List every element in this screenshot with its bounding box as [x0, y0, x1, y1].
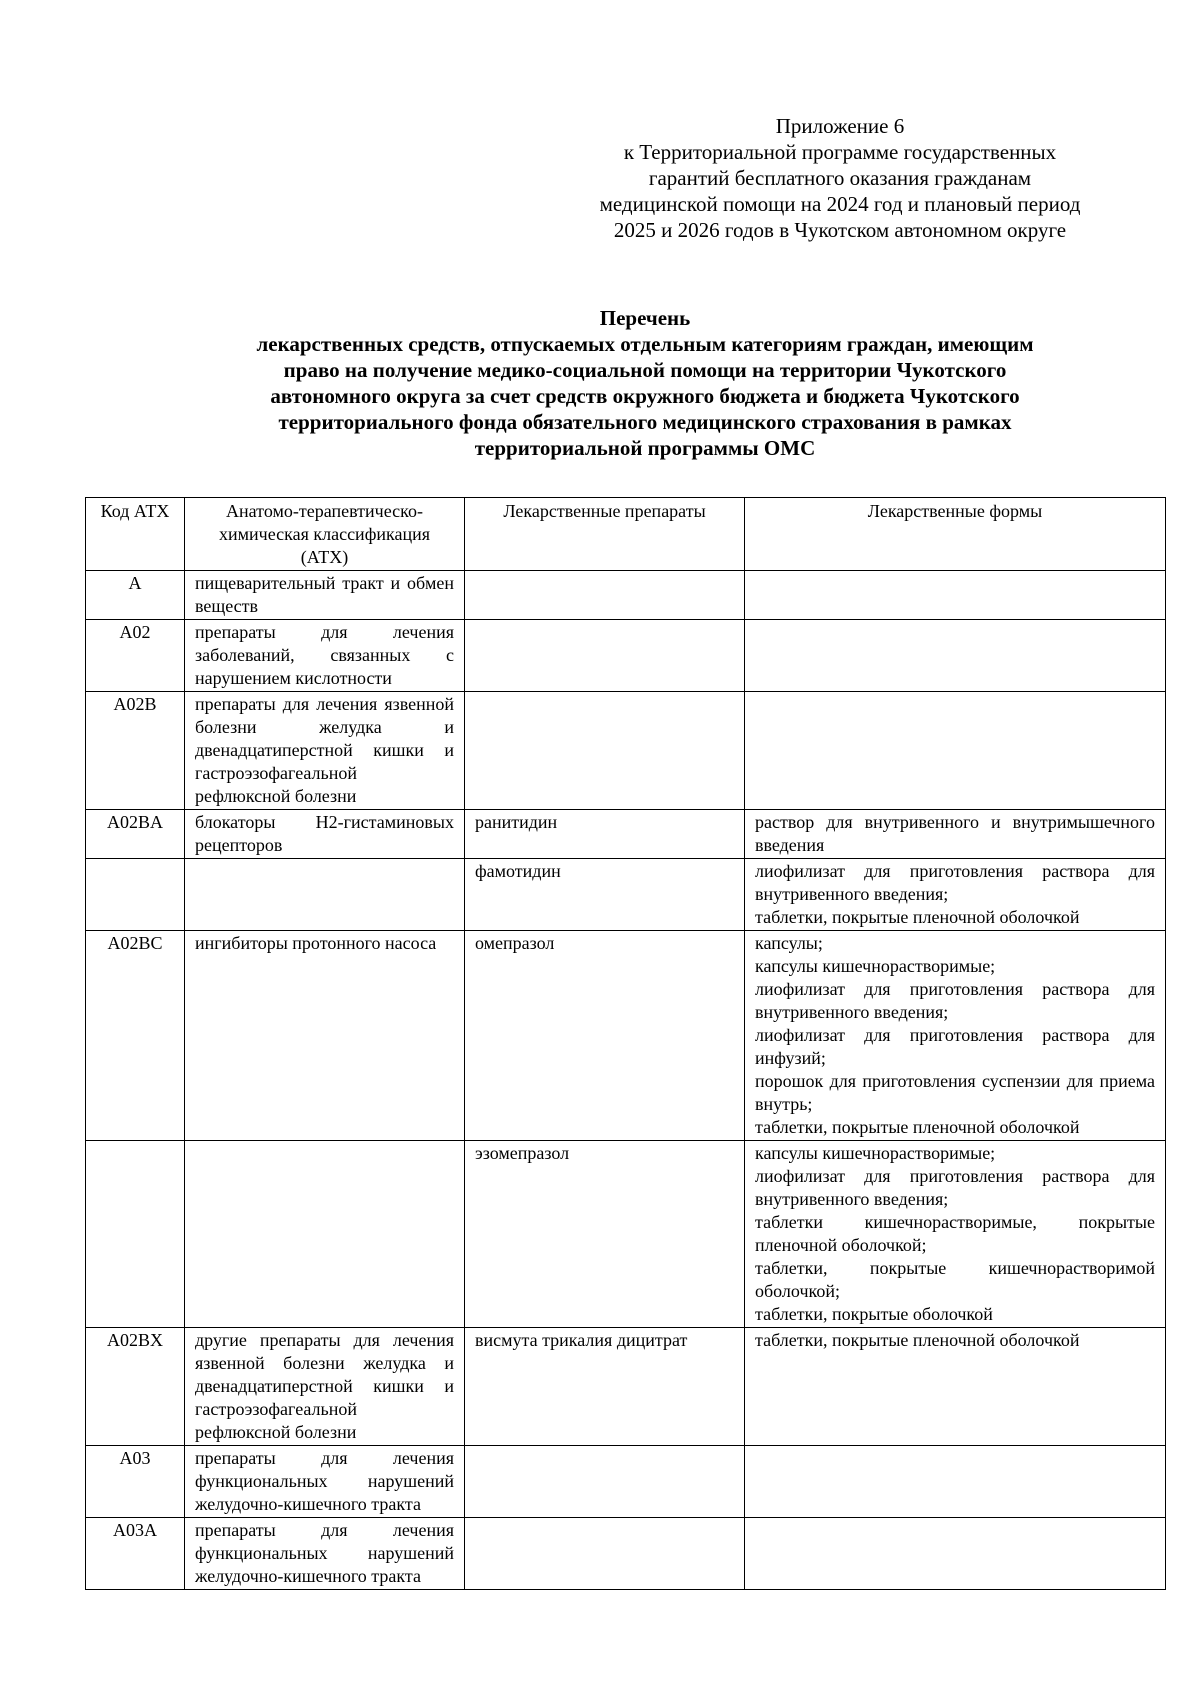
appendix-line: 2025 и 2026 годов в Чукотском автономном округе [613, 218, 1067, 242]
dosage-form-item: капсулы кишечнорастворимые; [755, 1143, 996, 1163]
dosage-forms-cell [745, 1141, 1166, 1328]
drug-name-cell: омепразол [465, 931, 745, 1141]
atx-code-cell: A02BC [86, 931, 185, 1141]
drug-name-cell [465, 1518, 745, 1590]
table-row [86, 810, 1166, 859]
atx-classification-cell: препараты для лечения язвенной болезни желудка и двенадцатиперстной кишки и гастроэзофагеальной рефлюксной болезни [185, 692, 465, 810]
title-line: Перечень [599, 306, 691, 330]
title-line: территориального фонда обязательного медицинского страхования в рамках [278, 410, 1012, 434]
drug-name-cell: эзомепразол [465, 1141, 745, 1328]
drug-name-cell: висмута трикалия дицитрат [465, 1328, 745, 1446]
table-row [86, 1518, 1166, 1590]
dosage-forms-cell [745, 1518, 1166, 1590]
table-row [86, 571, 1166, 620]
appendix-line: Приложение 6 [775, 114, 905, 138]
title-line: право на получение медико-социальной помощи на территории Чукотского [283, 358, 1007, 382]
table-row [86, 692, 1166, 810]
atx-code-cell: A02B [86, 692, 185, 810]
atx-code-cell: A02BA [86, 810, 185, 859]
dosage-form-item: лиофилизат для приготовления раствора для внутривенного введения; [755, 979, 1155, 1022]
table-row [86, 859, 1166, 931]
dosage-form-item: таблетки, покрытые пленочной оболочкой [755, 1330, 1080, 1350]
header-code: Код АТХ [86, 498, 185, 571]
table-row [86, 931, 1166, 1141]
drug-name-cell [465, 1446, 745, 1518]
atx-classification-cell: другие препараты для лечения язвенной болезни желудка и двенадцатиперстной кишки и гастроэзофагеальной рефлюксной болезни [185, 1328, 465, 1446]
table-row [86, 620, 1166, 692]
dosage-form-item: таблетки, покрытые пленочной оболочкой [755, 907, 1080, 927]
drug-name-cell: фамотидин [465, 859, 745, 931]
dosage-forms-cell [745, 810, 1166, 859]
title-line: лекарственных средств, отпускаемых отдельным категориям граждан, имеющим [256, 332, 1034, 356]
dosage-form-item: таблетки, покрытые пленочной оболочкой [755, 1117, 1080, 1137]
atx-classification-cell: ингибиторы протонного насоса [185, 931, 465, 1141]
dosage-form-item: таблетки, покрытые кишечнорастворимой оболочкой; [755, 1258, 1155, 1301]
dosage-form-item: раствор для внутривенного и внутримышечного введения [755, 812, 1155, 855]
table-row [86, 1446, 1166, 1518]
table-header-row [86, 498, 1166, 571]
drug-name-cell [465, 620, 745, 692]
dosage-form-item: лиофилизат для приготовления раствора для инфузий; [755, 1025, 1155, 1068]
medication-table [85, 497, 1166, 1590]
header-atx: Анатомо-терапевтическо-химическая классификация (АТХ) [185, 498, 465, 571]
dosage-forms-cell [745, 859, 1166, 931]
header-drugs: Лекарственные препараты [465, 498, 745, 571]
atx-classification-cell [185, 859, 465, 931]
atx-code-cell: A03 [86, 1446, 185, 1518]
appendix-line: медицинской помощи на 2024 год и плановый период [599, 192, 1081, 216]
atx-classification-cell: препараты для лечения функциональных нарушений желудочно-кишечного тракта [185, 1446, 465, 1518]
table-row [86, 1328, 1166, 1446]
title-line: автономного округа за счет средств окружного бюджета и бюджета Чукотского [270, 384, 1020, 408]
drug-name-cell [465, 692, 745, 810]
header-forms: Лекарственные формы [745, 498, 1166, 571]
atx-code-cell: А [86, 571, 185, 620]
appendix-line: к Территориальной программе государственных [623, 140, 1057, 164]
atx-classification-cell: препараты для лечения заболеваний, связанных с нарушением кислотности [185, 620, 465, 692]
dosage-form-item: капсулы кишечнорастворимые; [755, 956, 996, 976]
atx-code-cell [86, 1141, 185, 1328]
appendix-heading [560, 113, 1120, 243]
dosage-form-item: таблетки, покрытые оболочкой [755, 1304, 993, 1324]
atx-classification-cell [185, 1141, 465, 1328]
dosage-forms-cell [745, 1328, 1166, 1446]
title-line: территориальной программы ОМС [474, 436, 816, 460]
dosage-form-item: порошок для приготовления суспензии для приема внутрь; [755, 1071, 1155, 1114]
dosage-forms-cell [745, 620, 1166, 692]
atx-code-cell: A02 [86, 620, 185, 692]
dosage-forms-cell [745, 1446, 1166, 1518]
atx-code-cell [86, 859, 185, 931]
appendix-line: гарантий бесплатного оказания гражданам [648, 166, 1032, 190]
drug-name-cell [465, 571, 745, 620]
document-title [150, 305, 1140, 461]
dosage-forms-cell [745, 931, 1166, 1141]
atx-code-cell: A03A [86, 1518, 185, 1590]
atx-classification-cell: препараты для лечения функциональных нарушений желудочно-кишечного тракта [185, 1518, 465, 1590]
atx-classification-cell: пищеварительный тракт и обмен веществ [185, 571, 465, 620]
dosage-form-item: лиофилизат для приготовления раствора для внутривенного введения; [755, 861, 1155, 904]
dosage-form-item: капсулы; [755, 933, 823, 953]
dosage-forms-cell [745, 692, 1166, 810]
table-body [86, 571, 1166, 1590]
dosage-form-item: таблетки кишечнорастворимые, покрытые пленочной оболочкой; [755, 1212, 1155, 1255]
dosage-forms-cell [745, 571, 1166, 620]
table-row [86, 1141, 1166, 1328]
dosage-form-item: лиофилизат для приготовления раствора для внутривенного введения; [755, 1166, 1155, 1209]
atx-classification-cell: блокаторы Н2-гистаминовых рецепторов [185, 810, 465, 859]
drug-name-cell: ранитидин [465, 810, 745, 859]
atx-code-cell: A02BX [86, 1328, 185, 1446]
